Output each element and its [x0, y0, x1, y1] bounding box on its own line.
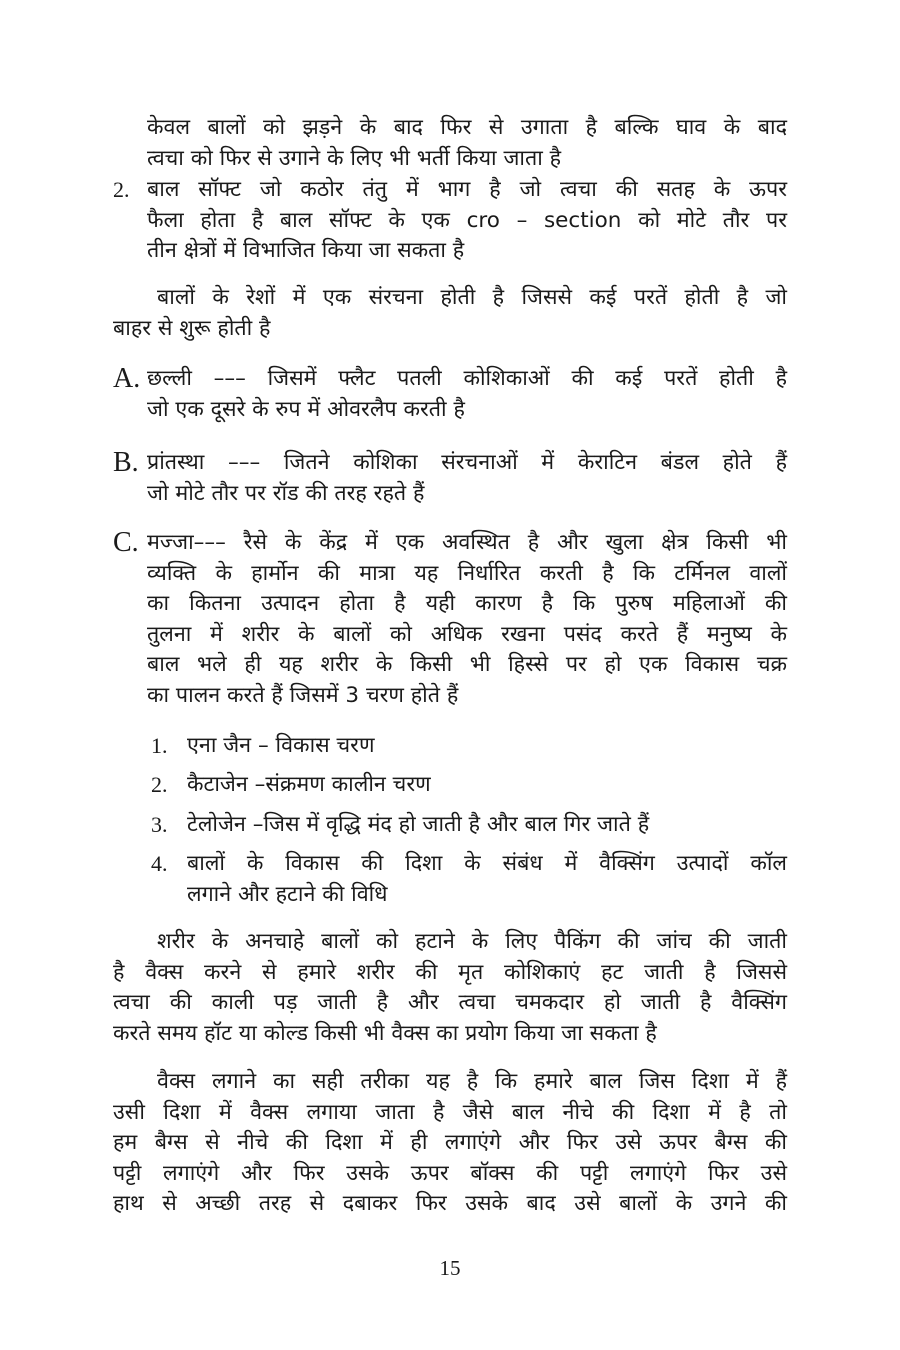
text-line: व्यक्ति के हार्मोन की मात्रा यह निर्धारित करती है कि टर्मिनल वालों [147, 560, 787, 586]
list-item-2 [147, 175, 787, 267]
text-line: शरीर के अनचाहे बालों को हटाने के लिए पैकिंग की जांच की जाती [157, 929, 787, 954]
stage-item [187, 849, 787, 910]
text-line: पट्टी लगाएंगे और फिर उसके ऊपर बॉक्स की पट्टी लगाएंगे फिर उसे [113, 1160, 787, 1186]
intro-paragraph [147, 113, 787, 174]
stage-number: 4. [151, 851, 168, 876]
text-line: जो मोटे तौर पर रॉड की तरह रहते हैं [147, 480, 425, 506]
text-line: कैटाजेन –संक्रमण कालीन चरण [187, 772, 431, 797]
text-line: छल्ली ––– जिसमें फ्लैट पतली कोशिकाओं की कई परतें होती है [147, 366, 787, 391]
text-line: टेलोजेन –जिस में वृद्धि मंद हो जाती है और बाल गिर जाते हैं [187, 812, 650, 837]
list-item-a [147, 364, 787, 425]
stage-item [187, 770, 787, 801]
paragraph [113, 1067, 787, 1220]
text-line: त्वचा को फिर से उगाने के लिए भी भर्ती किया जाता है [147, 145, 562, 171]
text-line: मज्जा––– रैसे के केंद्र में एक अवस्थित है और खुला क्षेत्र किसी भी [147, 530, 787, 555]
stage-number: 1. [151, 733, 168, 758]
text-line: हाथ से अच्छी तरह से दबाकर फिर उसके बाद उसे बालों के उगने की [113, 1191, 787, 1216]
text-line: वैक्स लगाने का सही तरीका यह है कि हमारे बाल जिस दिशा में हैं [157, 1069, 787, 1094]
text-line: हम बैग्स से नीचे की दिशा में ही लगाएंगे और फिर उसे ऊपर बैग्स की [113, 1130, 787, 1155]
text-line: फैला होता है बाल सॉफ्ट के एक cro – section को मोटे तौर पर [147, 207, 787, 233]
stage-number: 2. [151, 772, 168, 797]
page-number: 15 [439, 1256, 461, 1280]
list-letter: A. [113, 363, 141, 394]
text-line: तीन क्षेत्रों में विभाजित किया जा सकता है [147, 238, 465, 263]
text-line: एना जैन – विकास चरण [187, 733, 375, 758]
stage-item [187, 731, 787, 762]
text-line: लगाने और हटाने की विधि [187, 881, 388, 907]
paragraph [113, 927, 787, 1049]
list-item-c [147, 528, 787, 711]
text-line: त्वचा की काली पड़ जाती है और त्वचा चमकदार हो जाती है वैक्सिंग [113, 990, 787, 1015]
list-item-b [147, 448, 787, 509]
text-line: केवल बालों को झड़ने के बाद फिर से उगाता है बल्कि घाव के बाद [147, 115, 787, 140]
text-line: है वैक्स करने से हमारे शरीर की मृत कोशिकाएं हट जाती है जिससे [113, 959, 787, 985]
text-line: बाल सॉफ्ट जो कठोर तंतु में भाग है जो त्वचा की सतह के ऊपर [147, 177, 787, 202]
paragraph [113, 283, 787, 344]
stage-number: 3. [151, 812, 168, 837]
list-letter: C. [113, 527, 139, 558]
text-line: करते समय हॉट या कोल्ड किसी भी वैक्स का प्रयोग किया जा सकता है [113, 1020, 657, 1046]
text-line: बाल भले ही यह शरीर के किसी भी हिस्से पर हो एक विकास चक्र [147, 652, 787, 677]
text-line: बालों के रेशों में एक संरचना होती है जिससे कई परतें होती है जो [157, 285, 787, 310]
text-line: तुलना में शरीर के बालों को अधिक रखना पसंद करते हैं मनुष्य के [147, 621, 787, 647]
text-line: प्रांतस्था ––– जितने कोशिका संरचनाओं में केराटिन बंडल होते हैं [147, 450, 787, 475]
text-line: उसी दिशा में वैक्स लगाया जाता है जैसे बाल नीचे की दिशा में है तो [113, 1099, 787, 1125]
text-line: बाहर से शुरू होती है [113, 315, 271, 341]
text-line: का कितना उत्पादन होता है यही कारण है कि पुरुष महिलाओं की [147, 591, 787, 616]
text-line: बालों के विकास की दिशा के संबंध में वैक्सिंग उत्पादों कॉल [187, 851, 787, 876]
list-number: 2. [113, 177, 130, 202]
text-line: जो एक दूसरे के रुप में ओवरलैप करती है [147, 396, 465, 422]
stage-item [187, 810, 787, 841]
list-letter: B. [113, 447, 139, 478]
text-line: का पालन करते हैं जिसमें 3 चरण होते हैं [147, 682, 459, 708]
